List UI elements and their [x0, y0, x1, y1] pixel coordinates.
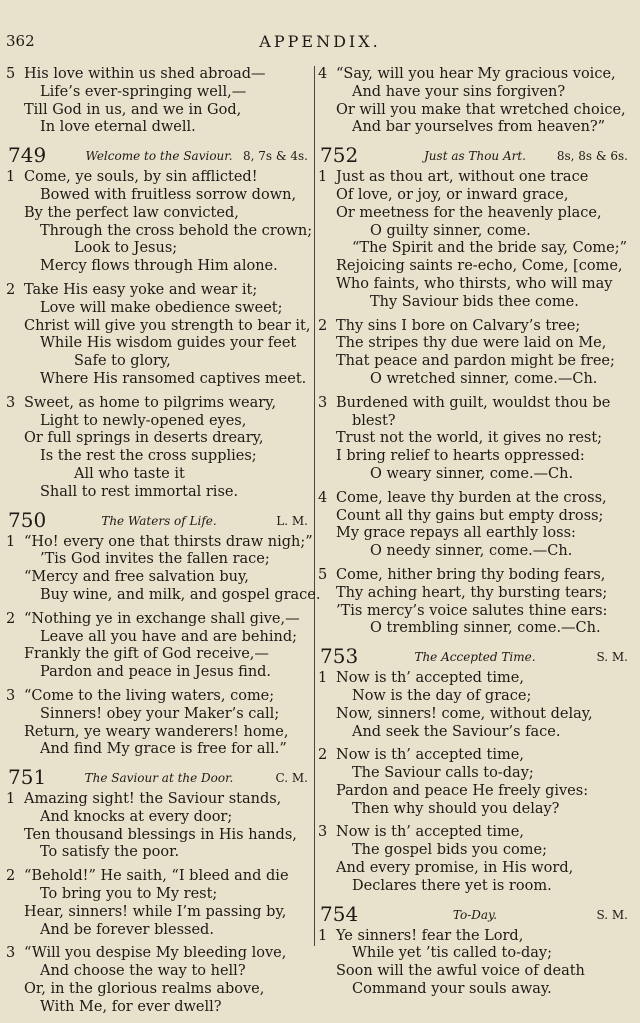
- verse-line: O trembling sinner, come.—Ch.: [370, 620, 601, 637]
- verse-line: And choose the way to hell?: [40, 963, 246, 980]
- verse: [6, 282, 312, 389]
- verse-line: Soon will the awful voice of death: [336, 963, 585, 980]
- verse-line: The Saviour calls to-day;: [352, 765, 534, 782]
- verse-number: 1: [6, 533, 16, 550]
- verse-line: The gospel bids you come;: [352, 842, 547, 859]
- verse: [318, 747, 632, 818]
- verse-line: Now is the day of grace;: [352, 687, 532, 704]
- verse-line: His love within us shed abroad—: [24, 66, 266, 82]
- verse-line: My grace repays all earthly loss:: [336, 525, 576, 542]
- hymn-meter: 8s, 8s & 6s.: [556, 149, 628, 164]
- verse-number: 2: [318, 317, 328, 334]
- verse-line: Or meetness for the heavenly place,: [336, 204, 602, 221]
- verse-line: Amazing sight! the Saviour stands,: [24, 791, 282, 808]
- hymn-number: 754: [320, 901, 359, 926]
- verse: [318, 169, 632, 311]
- verse-number: 1: [318, 670, 328, 687]
- verse-line: Leave all you have and are behind;: [40, 628, 297, 645]
- verse-line: That peace and pardon might be free;: [336, 353, 615, 370]
- verse-line: Take His easy yoke and wear it;: [24, 281, 258, 298]
- hymn-meter: 8, 7s & 4s.: [243, 149, 308, 164]
- verse-line: Thy Saviour bids thee come.: [370, 293, 579, 310]
- verse-line: Now is th’ accepted time,: [336, 747, 524, 764]
- verse-number: 2: [6, 281, 16, 298]
- verse-line: Thy aching heart, thy bursting tears;: [336, 584, 608, 601]
- verse-line: While yet ’tis called to-day;: [352, 945, 553, 962]
- hymn-meter: S. M.: [596, 907, 628, 922]
- verse-line: While His wisdom guides your feet: [40, 335, 297, 352]
- verse-line: And be forever blessed.: [40, 921, 214, 938]
- verse-line: Shall to rest immortal rise.: [40, 483, 239, 500]
- verse: [6, 791, 312, 862]
- hymn-title: The Accepted Time.: [414, 650, 536, 665]
- verse-line: “Come to the living waters, come;: [24, 687, 275, 704]
- verse-line: Safe to glory,: [74, 353, 171, 370]
- verse-number: 5: [6, 66, 16, 82]
- verse: [318, 318, 632, 389]
- verse-line: Where His ransomed captives meet.: [40, 370, 307, 387]
- verse-line: Just as thou art, without one trace: [336, 169, 589, 186]
- hymn-heading: [6, 508, 312, 534]
- verse-line: O wretched sinner, come.—Ch.: [370, 370, 598, 387]
- hymn-meter: S. M.: [596, 650, 628, 665]
- running-title: APPENDIX.: [259, 32, 381, 51]
- verse-line: Return, ye weary wanderers! home,: [24, 723, 289, 740]
- verse: [318, 567, 632, 638]
- hymn-number: 749: [8, 143, 47, 168]
- verse-number: 4: [318, 489, 328, 506]
- verse-line: Count all thy gains but empty dross;: [336, 507, 604, 524]
- verse-line: “Behold!” He saith, “I bleed and die: [24, 868, 289, 885]
- verse-line: Of love, or joy, or inward grace,: [336, 186, 569, 203]
- verse-line: Who faints, who thirsts, who will may: [336, 275, 613, 292]
- verse-number: 1: [318, 169, 328, 186]
- verse-line: Or full springs in deserts dreary,: [24, 430, 264, 447]
- verse-line: To bring you to My rest;: [40, 886, 218, 903]
- hymn-heading: [318, 644, 632, 670]
- verse-number: 3: [6, 687, 16, 704]
- verse-number: 3: [318, 824, 328, 841]
- verse: [6, 868, 312, 939]
- verse-line: Come, hither bring thy boding fears,: [336, 566, 606, 583]
- verse-number: 3: [6, 945, 16, 962]
- verse-line: Look to Jesus;: [74, 240, 178, 257]
- verse-line: And bar yourselves from heaven?”: [352, 119, 606, 136]
- hymn-title: Welcome to the Saviour.: [85, 149, 233, 164]
- verse-line: Command your souls away.: [352, 981, 552, 998]
- verse-line: O guilty sinner, come.: [370, 222, 531, 239]
- verse-line: “Nothing ye in exchange shall give,—: [24, 610, 300, 627]
- verse-line: Now, sinners! come, without delay,: [336, 705, 593, 722]
- verse: [6, 611, 312, 682]
- column-divider: [314, 66, 315, 946]
- hymn-meter: C. M.: [275, 771, 308, 786]
- hymn-number: 751: [8, 765, 47, 790]
- left-column: [6, 66, 321, 1023]
- verse-line: Then why should you delay?: [352, 800, 560, 817]
- verse-number: 3: [6, 394, 16, 411]
- verse: [6, 945, 312, 1016]
- verse-number: 4: [318, 66, 328, 82]
- verse-line: All who taste it: [74, 465, 185, 482]
- verse-line: Declares there yet is room.: [352, 877, 552, 894]
- verse-line: Or will you make that wretched choice,: [336, 101, 626, 118]
- verse-line: Life’s ever-springing well,—: [40, 83, 247, 100]
- page-header: [0, 32, 640, 54]
- verse-line: blest?: [352, 412, 396, 429]
- verse: [6, 395, 312, 502]
- verse-line: Is the rest the cross supplies;: [40, 448, 257, 465]
- verse-line: Come, leave thy burden at the cross,: [336, 489, 607, 506]
- verse-line: By the perfect law convicted,: [24, 204, 239, 221]
- verse-line: ’Tis God invites the fallen race;: [40, 551, 270, 568]
- verse-line: Frankly the gift of God receive,—: [24, 646, 269, 663]
- verse-line: Christ will give you strength to bear it,: [24, 317, 311, 334]
- verse-line: Pardon and peace He freely gives:: [336, 782, 589, 799]
- verse-line: And have your sins forgiven?: [352, 83, 566, 100]
- verse-line: And seek the Saviour’s face.: [352, 723, 561, 740]
- verse-number: 3: [318, 394, 328, 411]
- verse: [318, 66, 632, 137]
- verse-line: And knocks at every door;: [40, 808, 233, 825]
- hymn-number: 752: [320, 143, 359, 168]
- verse-line: Ye sinners! fear the Lord,: [336, 927, 524, 944]
- verse-line: To satisfy the poor.: [40, 844, 180, 861]
- verse-line: “Mercy and free salvation buy,: [24, 569, 249, 586]
- verse-line: ’Tis mercy’s voice salutes thine ears:: [336, 602, 608, 619]
- verse: [318, 490, 632, 561]
- verse-number: 2: [6, 868, 16, 885]
- verse-line: Now is th’ accepted time,: [336, 670, 524, 687]
- verse-line: Light to newly-opened eyes,: [40, 412, 247, 429]
- verse: [6, 66, 312, 137]
- verse-line: With Me, for ever dwell?: [40, 998, 222, 1015]
- verse: [318, 670, 632, 741]
- verse-number: 1: [6, 791, 16, 808]
- verse-line: Sinners! obey your Maker’s call;: [40, 705, 280, 722]
- verse-line: Sweet, as home to pilgrims weary,: [24, 394, 277, 411]
- verse-line: In love eternal dwell.: [40, 119, 196, 136]
- verse-line: Love will make obedience sweet;: [40, 299, 283, 316]
- verse: [318, 928, 632, 999]
- verse-number: 1: [318, 927, 328, 944]
- verse-line: “The Spirit and the bride say, Come;”: [352, 240, 628, 257]
- verse: [6, 688, 312, 759]
- hymn-title: Just as Thou Art.: [424, 149, 526, 164]
- hymn-heading: [318, 902, 632, 928]
- verse-line: The stripes thy due were laid on Me,: [336, 335, 607, 352]
- page-number: 362: [6, 32, 35, 50]
- verse-line: Buy wine, and milk, and gospel grace.: [40, 586, 321, 603]
- verse-line: Ten thousand blessings in His hands,: [24, 826, 297, 843]
- hymn-title: The Saviour at the Door.: [84, 771, 234, 786]
- verse-line: Bowed with fruitless sorrow down,: [40, 186, 297, 203]
- hymn-meter: L. M.: [276, 513, 308, 528]
- hymn-heading: [318, 143, 632, 169]
- verse: [6, 533, 321, 605]
- verse-line: O needy sinner, come.—Ch.: [370, 543, 573, 560]
- hymn-heading: [6, 143, 312, 169]
- right-column: [318, 66, 632, 1005]
- verse-line: Or, in the glorious realms above,: [24, 981, 265, 998]
- verse-line: Hear, sinners! while I’m passing by,: [24, 903, 287, 920]
- hymn-title: The Waters of Life.: [101, 513, 217, 528]
- verse: [318, 395, 632, 484]
- verse-line: O weary sinner, come.—Ch.: [370, 465, 574, 482]
- verse-line: Thy sins I bore on Calvary’s tree;: [336, 317, 581, 334]
- verse: [6, 169, 312, 276]
- verse-number: 2: [6, 610, 16, 627]
- verse-line: Till God in us, and we in God,: [24, 101, 242, 118]
- hymn-heading: [6, 765, 312, 791]
- hymn-title: To-Day.: [452, 907, 498, 922]
- verse-number: 2: [318, 747, 328, 764]
- verse-line: Come, ye souls, by sin afflicted!: [24, 169, 258, 186]
- verse-line: I bring relief to hearts oppressed:: [336, 448, 585, 465]
- verse-number: 1: [6, 169, 16, 186]
- verse-line: Pardon and peace in Jesus find.: [40, 664, 272, 681]
- verse-line: “Ho! every one that thirsts draw nigh;”: [24, 533, 313, 550]
- verse-line: Burdened with guilt, wouldst thou be: [336, 394, 611, 411]
- verse-line: “Say, will you hear My gracious voice,: [336, 66, 616, 82]
- verse: [318, 824, 632, 895]
- verse-line: Mercy flows through Him alone.: [40, 258, 278, 275]
- verse-line: And find My grace is free for all.”: [40, 741, 287, 758]
- verse-line: “Will you despise My bleeding love,: [24, 945, 287, 962]
- hymn-number: 753: [320, 644, 359, 669]
- verse-line: Now is th’ accepted time,: [336, 824, 524, 841]
- verse-number: 5: [318, 566, 328, 583]
- verse-line: Trust not the world, it gives no rest;: [336, 430, 603, 447]
- verse-line: And every promise, in His word,: [336, 860, 574, 877]
- hymn-number: 750: [8, 507, 47, 532]
- verse-line: Rejoicing saints re-echo, Come, [come,: [336, 258, 623, 275]
- verse-line: Through the cross behold the crown;: [40, 222, 313, 239]
